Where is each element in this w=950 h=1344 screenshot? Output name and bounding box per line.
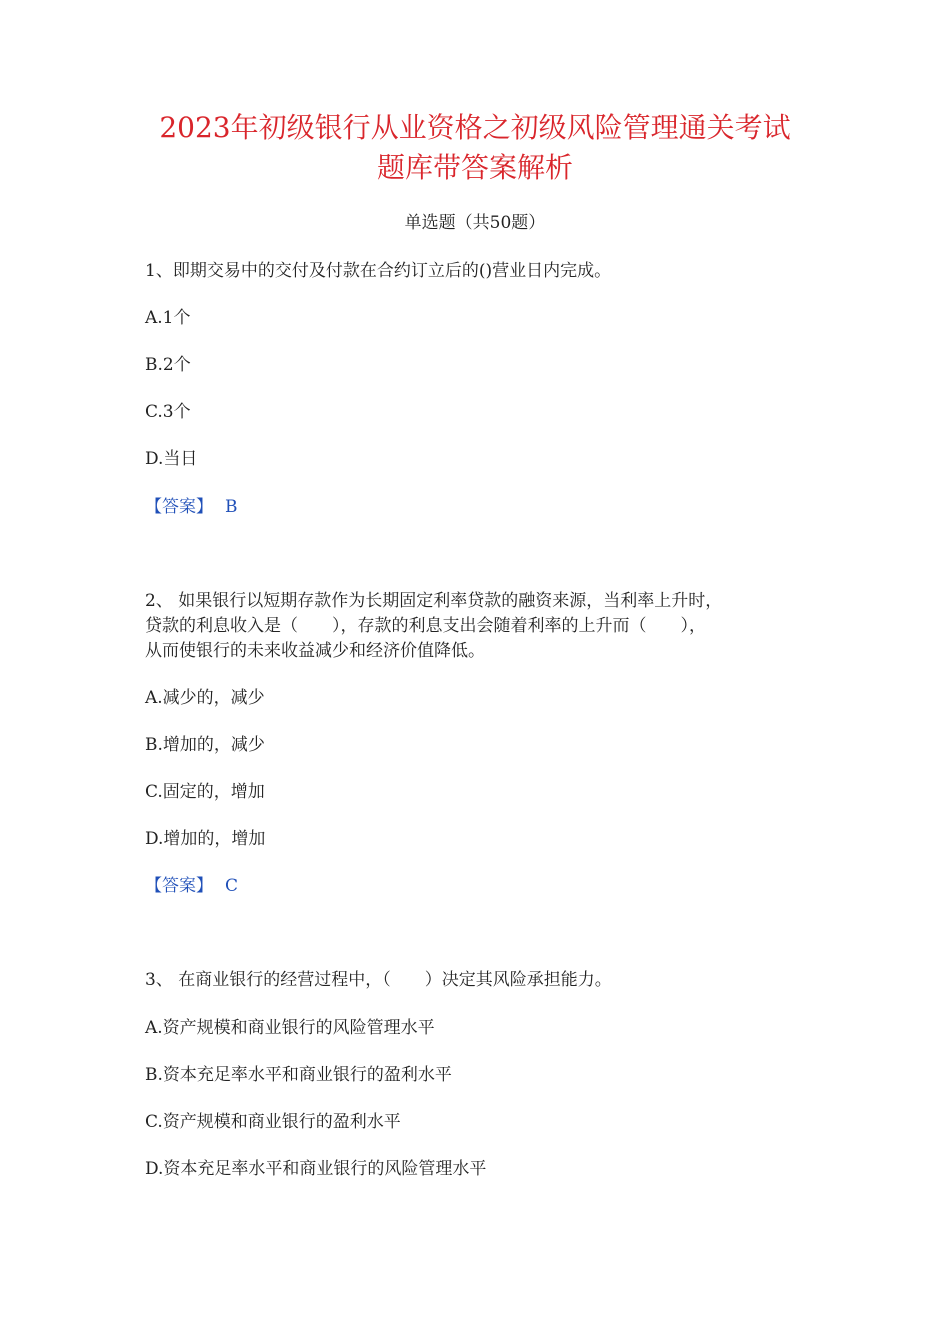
- question-1-answer: [145, 495, 238, 519]
- question-1-stem: 1、即期交易中的交付及付款在合约订立后的()营业日内完成。: [145, 261, 612, 281]
- question-1-option-c: C.3个: [145, 402, 191, 422]
- question-3-option-a: A.资产规模和商业银行的风险管理水平: [145, 1018, 435, 1038]
- question-2-option-d: D.增加的，增加: [145, 829, 266, 849]
- question-1-option-d: D.当日: [145, 449, 198, 469]
- document-title: [100, 108, 850, 188]
- question-3-option-b: B.资本充足率水平和商业银行的盈利水平: [145, 1065, 452, 1085]
- question-3-stem: 3、 在商业银行的经营过程中，（ ）决定其风险承担能力。: [145, 970, 612, 990]
- question-2-option-a: A.减少的，减少: [145, 688, 265, 708]
- question-2-stem: [145, 589, 810, 664]
- question-3-option-d: D.资本充足率水平和商业银行的风险管理水平: [145, 1159, 487, 1179]
- question-2-option-c: C.固定的，增加: [145, 782, 265, 802]
- answer-label: 【答案】: [145, 497, 213, 517]
- title-line-1: 2023年初级银行从业资格之初级风险管理通关考试: [159, 111, 791, 144]
- question-2-option-b: B.增加的，减少: [145, 735, 265, 755]
- question-2-stem-line-3: 从而使银行的未来收益减少和经济价值降低。: [145, 641, 485, 661]
- question-2-answer: [145, 874, 238, 898]
- question-2-stem-line-1: 2、 如果银行以短期存款作为长期固定利率贷款的融资来源，当利率上升时，: [145, 591, 723, 611]
- question-2-stem-line-2: 贷款的利息收入是（ ），存款的利息支出会随着利率的上升而（ ），: [145, 616, 706, 636]
- question-1-option-a: A.1个: [145, 308, 191, 328]
- answer-value: C: [225, 876, 239, 896]
- question-1-option-b: B.2个: [145, 355, 191, 375]
- answer-value: B: [225, 497, 238, 517]
- answer-label: 【答案】: [145, 876, 213, 896]
- section-heading: 单选题（共50题）: [404, 213, 546, 233]
- title-line-2: 题库带答案解析: [376, 151, 573, 184]
- question-3-option-c: C.资产规模和商业银行的盈利水平: [145, 1112, 401, 1132]
